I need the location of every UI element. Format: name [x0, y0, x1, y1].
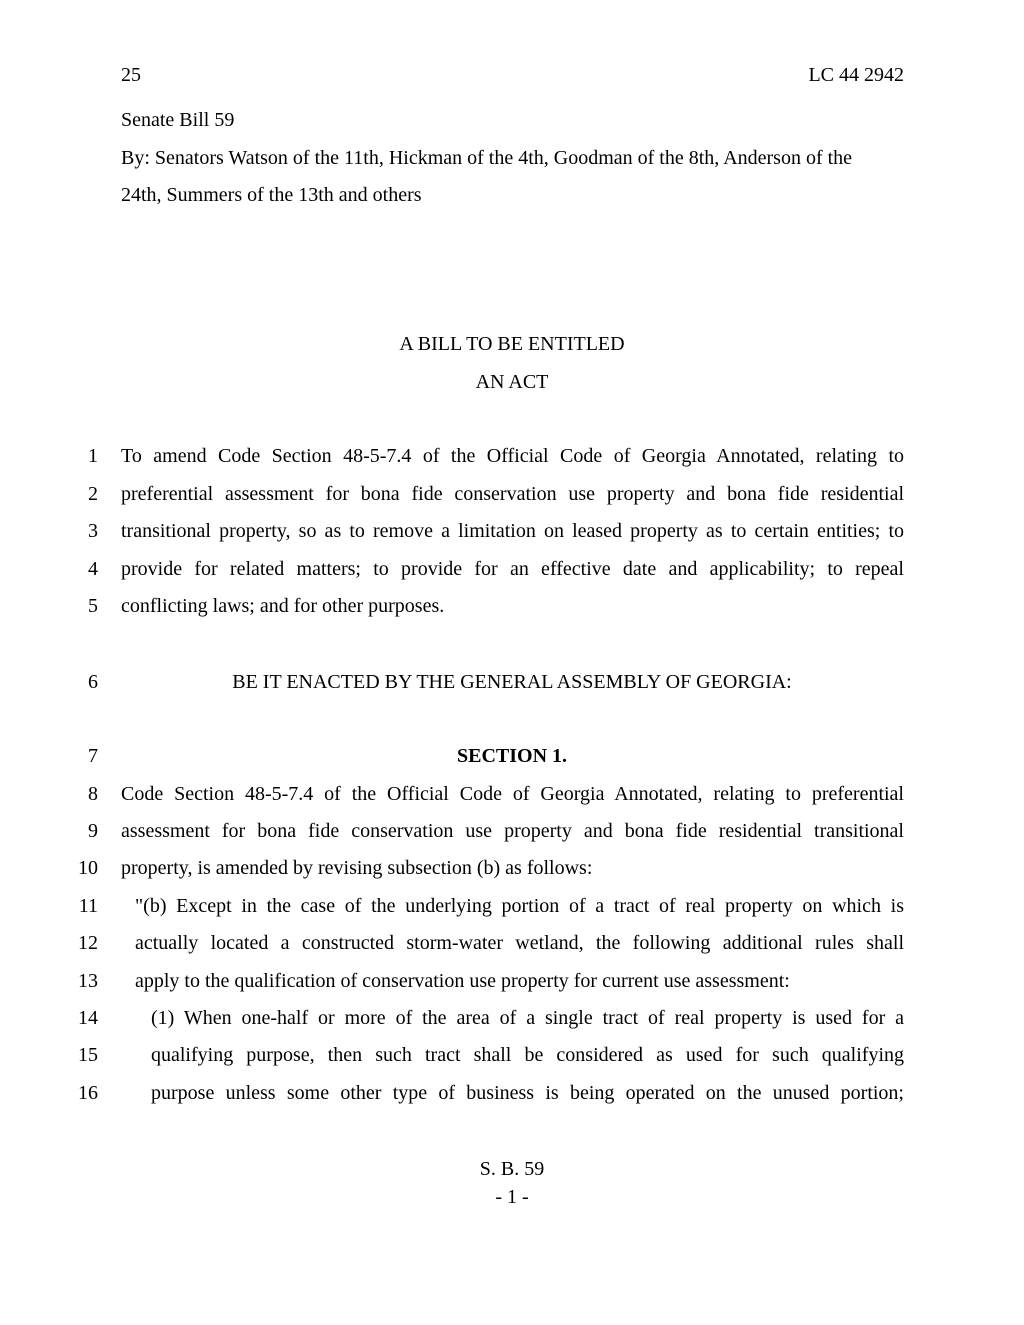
line-number: 7: [88, 745, 98, 767]
line-text: qualifying purpose, then such tract shall be considered as used for such qualifying: [151, 1044, 904, 1066]
header-lc-number: LC 44 2942: [808, 64, 904, 86]
line-number: 1: [88, 445, 98, 467]
bill-title: Senate Bill 59: [121, 109, 235, 131]
line-number: 13: [78, 970, 98, 992]
line-text: property, is amended by revising subsection (b) as follows:: [121, 857, 593, 879]
line-number: 10: [78, 857, 98, 879]
header-year: 25: [121, 64, 141, 86]
line-number: 16: [78, 1082, 98, 1104]
line-text: provide for related matters; to provide for an effective date and applicability; to repeal: [121, 558, 904, 580]
line-number: 6: [88, 671, 98, 693]
caption-act: AN ACT: [475, 371, 549, 393]
sponsors-line-2: 24th, Summers of the 13th and others: [121, 184, 422, 206]
line-number: 4: [88, 558, 98, 580]
line-number: 14: [78, 1007, 98, 1029]
line-number: 3: [88, 520, 98, 542]
line-text: conflicting laws; and for other purposes.: [121, 595, 445, 617]
footer-bill-ref: S. B. 59: [479, 1158, 545, 1180]
line-text: actually located a constructed storm-water wetland, the following additional rules shall: [135, 932, 904, 954]
line-text: To amend Code Section 48-5-7.4 of the Official Code of Georgia Annotated, relating to: [121, 445, 904, 467]
line-number: 12: [78, 932, 98, 954]
line-number: 8: [88, 783, 98, 805]
line-text: preferential assessment for bona fide conservation use property and bona fide residential: [121, 483, 904, 505]
footer-page-number: - 1 -: [495, 1186, 529, 1208]
section-heading: SECTION 1.: [456, 745, 568, 767]
sponsors-line-1: By: Senators Watson of the 11th, Hickman of the 4th, Goodman of the 8th, Anderson of the: [121, 147, 853, 169]
line-text: apply to the qualification of conservation use property for current use assessment:: [135, 970, 790, 992]
line-text: purpose unless some other type of business is being operated on the unused portion;: [151, 1082, 904, 1104]
enacting-clause: BE IT ENACTED BY THE GENERAL ASSEMBLY OF GEORGIA:: [232, 671, 792, 693]
line-text: Code Section 48-5-7.4 of the Official Code of Georgia Annotated, relating to preferential: [121, 783, 904, 805]
line-number: 15: [78, 1044, 98, 1066]
line-number: 2: [88, 483, 98, 505]
line-text: transitional property, so as to remove a limitation on leased property as to certain entities; to: [121, 520, 904, 542]
line-number: 11: [78, 895, 98, 917]
line-text: "(b) Except in the case of the underlying portion of a tract of real property on which is: [135, 895, 904, 917]
line-number: 5: [88, 595, 98, 617]
line-text: (1) When one-half or more of the area of a single tract of real property is used for a: [151, 1007, 904, 1029]
caption-entitled: A BILL TO BE ENTITLED: [399, 333, 625, 355]
line-number: 9: [88, 820, 98, 842]
line-text: assessment for bona fide conservation use property and bona fide residential transitional: [121, 820, 904, 842]
